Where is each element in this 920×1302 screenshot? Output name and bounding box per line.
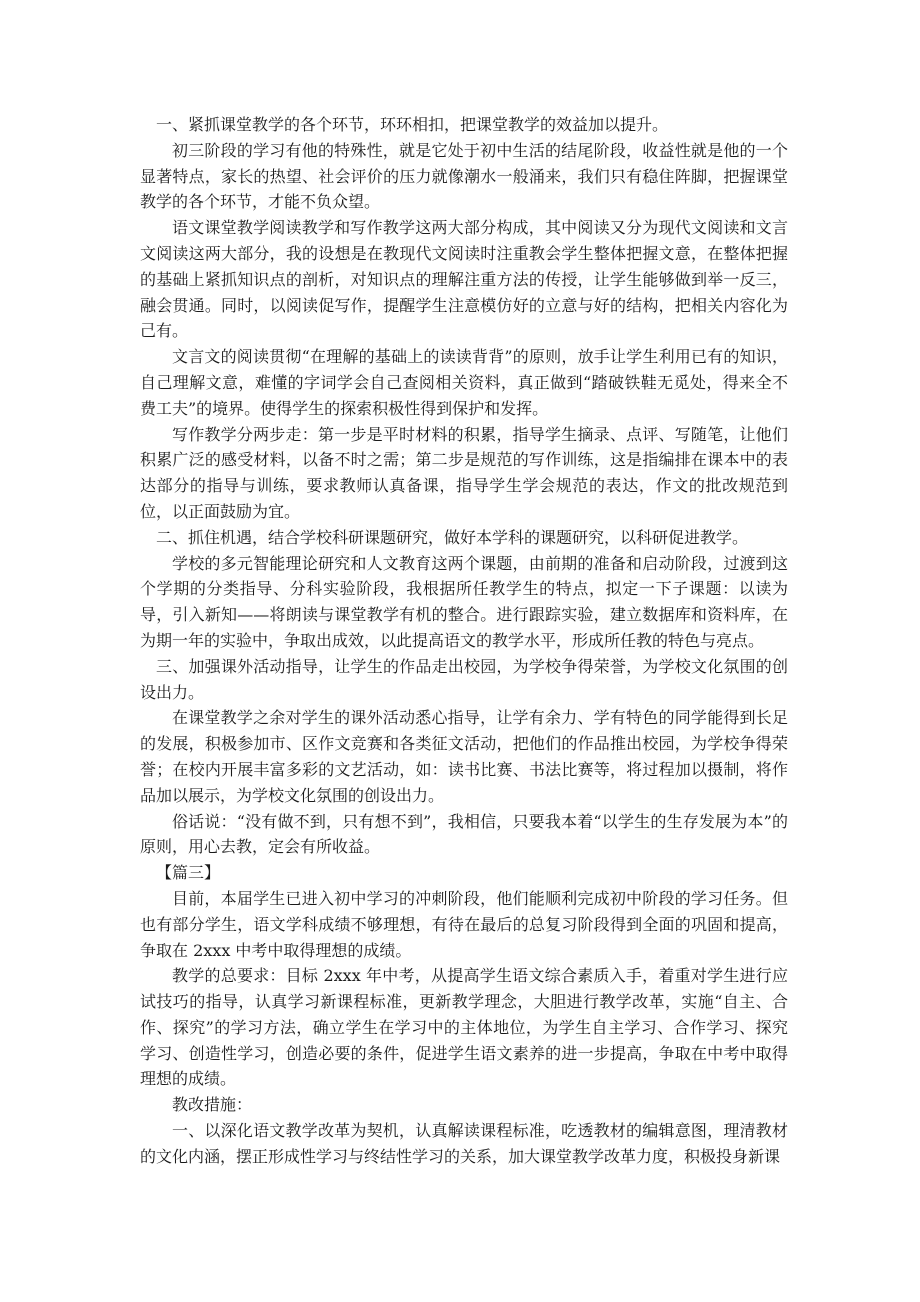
paragraph: 俗话说：“没有做不到，只有想不到”，我相信，只要我本着“以学生的生存发展为本”的原则，用心去教，定会有所收益。 (140, 811, 788, 857)
paragraph: 初三阶段的学习有他的特殊性，就是它处于初中生活的结尾阶段，收益性就是他的一个显著特点，家长的热望、社会评价的压力就像潮水一般涌来，我们只有稳住阵脚，把握课堂教学的各个环节，才能不负众望。 (140, 140, 788, 212)
paragraph: 在课堂教学之余对学生的课外活动悉心指导，让学有余力、学有特色的同学能得到长足的发展，积极参加市、区作文竞赛和各类征文活动，把他们的作品推出校园，为学校争得荣誉；在校内开展丰富多彩的文艺活动，如：读书比赛、书法比赛等，将过程加以摄制，将作品加以展示，为学校文化氛围的创设出力。 (140, 708, 788, 805)
paragraph: 目前，本届学生已进入初中学习的冲刺阶段，他们能顺利完成初中阶段的学习任务。但也有部分学生，语文学科成绩不够理想，有待在最后的总复习阶段得到全面的巩固和提高，争取在 2xxx 中考中取得理想的成绩。 (140, 888, 788, 960)
paragraph: 学校的多元智能理论研究和人文教育这两个课题，由前期的准备和启动阶段，过渡到这个学期的分类指导、分科实验阶段，我根据所任教学生的特点，拟定一下子课题：以读为导，引入新知——将朗读与课堂教学有机的整合。进行跟踪实验，建立数据库和资料库，在为期一年的实验中，争取出成效，以此提高语文的教学水平，形成所任教的特色与亮点。 (140, 553, 788, 650)
paragraph: 写作教学分两步走：第一步是平时材料的积累，指导学生摘录、点评、写随笔，让他们积累广泛的感受材料，以备不时之需；第二步是规范的写作训练，这是指编排在课本中的表达部分的指导与训练，要求教师认真备课，指导学生学会规范的表达，作文的批改规范到位，以正面鼓励为宜。 (140, 424, 788, 521)
paragraph: 一、以深化语文教学改革为契机，认真解读课程标准，吃透教材的编辑意图，理清教材的文化内涵，摆正形成性学习与终结性学习的关系，加大课堂教学改革力度，积极投身新课 (140, 1121, 788, 1166)
document-page (140, 112, 788, 1170)
paragraph: 文言文的阅读贯彻“在理解的基础上的读读背背”的原则，放手让学生利用已有的知识，自己理解文意，难懂的字词学会自己查阅相关资料，真正做到“踏破铁鞋无觅处，得来全不费工夫”的境界。使得学生的探索积极性得到保护和发挥。 (140, 347, 788, 418)
part-heading: 【篇三】 (156, 863, 221, 883)
paragraph: 教学的总要求：目标 2xxx 年中考，从提高学生语文综合素质入手，着重对学生进行应试技巧的指导，认真学习新课程标准，更新教学理念，大胆进行教学改革，实施“自主、合作、探究”的学习方法，确立学生在学习中的主体地位，为学生自主学习、合作学习、探究学习、创造性学习，创造必要的条件，促进学生语文素养的进一步提高，争取在中考中取得理想的成绩。 (140, 966, 788, 1089)
paragraph: 语文课堂教学阅读教学和写作教学这两大部分构成，其中阅读又分为现代文阅读和文言文阅读这两大部分，我的设想是在教现代文阅读时注重教会学生整体把握文意，在整体把握的基础上紧抓知识点的剖析，对知识点的理解注重方法的传授，让学生能够做到举一反三，融会贯通。同时，以阅读促写作，提醒学生注意模仿好的立意与好的结构，把相关内容化为己有。 (140, 218, 788, 341)
section-heading: 一、紧抓课堂教学的各个环节，环环相扣，把课堂教学的效益加以提升。 (156, 115, 669, 134)
section-heading: 二、抓住机遇，结合学校科研课题研究，做好本学科的课题研究，以科研促进教学。 (156, 527, 749, 547)
section-heading: 三、加强课外活动指导，让学生的作品走出校园，为学校争得荣誉，为学校文化氛围的创设出力。 (140, 656, 788, 702)
paragraph: 教改措施： (172, 1095, 253, 1115)
